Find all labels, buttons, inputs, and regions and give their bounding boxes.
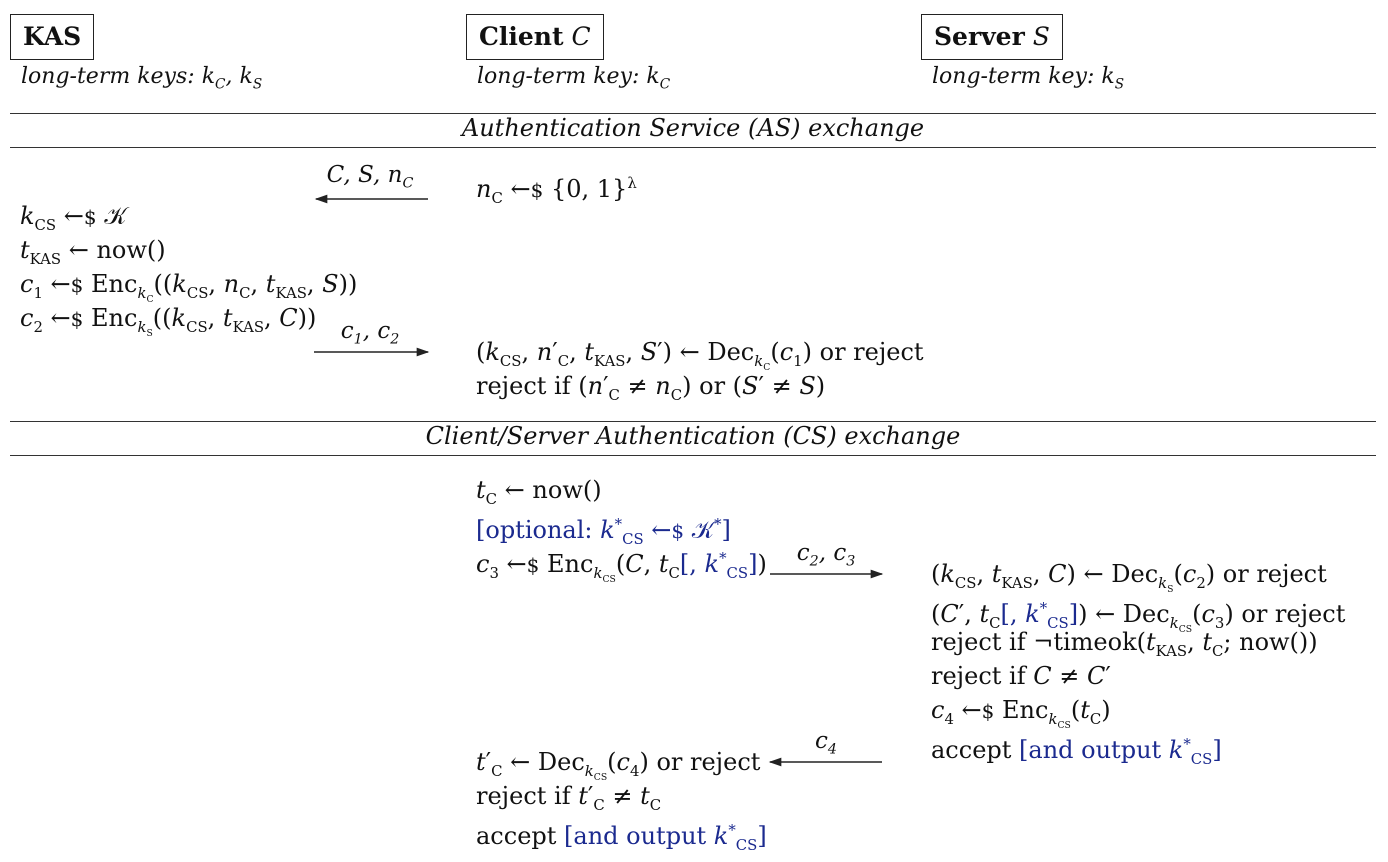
label-m3: $c_2$, $c_3$ <box>796 540 856 570</box>
server-step-3: reject if $\neg timeok(t_{KAS}$, $t_C$; now()) <box>931 628 1318 660</box>
client-as-step-1: $n_C$ ←$ {0, 1}$^\lambda$ <box>476 174 637 207</box>
kas-title: KAS <box>23 22 82 51</box>
client-cs-step-6: accept [and output $k^*_{CS}$] <box>476 821 767 854</box>
client-cs-step-3: $c_3$ ←$ Enc$_{k_{CS}}$(C, $t_C$[, $k^*_{CS}$]) <box>476 549 767 585</box>
client-title-var: C <box>571 22 591 51</box>
client-as-step-3: reject if $(n'_C \ne n_C)$ or (S′ ≠ S) <box>476 372 826 404</box>
server-step-5: $c_4$ ←$ $Enc_{k_{CS}}(t_C)$ <box>931 696 1111 731</box>
server-keys: long-term key: $k_S$ <box>932 64 1125 93</box>
client-cs-step-2: [optional: $k^*_{CS}$ ←$ 𝒦*] <box>476 515 731 548</box>
label-m2: $c_1$, $c_2$ <box>340 318 400 348</box>
kas-keys: long-term keys: $k_C$, $k_S$ <box>21 64 263 93</box>
cs-section-title: Client/Server Authentication (CS) exchange <box>425 422 961 450</box>
server-step-1: ($k_{CS}$, $t_{KAS}$, C) ← $Dec_{k_S}(c_2)$ or reject <box>931 560 1327 595</box>
client-cs-step-1: $t_C$ ← now() <box>476 476 602 508</box>
label-m1: C, S, $n_C$ <box>326 162 414 192</box>
client-as-step-2: ($k_{CS}$, $n'_C$, $t_{KAS}$, S′) ← $Dec_{k_C}(c_1)$ or reject <box>476 338 924 373</box>
client-keys: long-term key: $k_C$ <box>477 64 671 93</box>
client-cs-step-5: reject if $t'_C \ne t_C$ <box>476 782 662 814</box>
as-section-title: Authentication Service (AS) exchange <box>461 114 925 142</box>
kas-step-2: $t_{KAS}$ ← now() <box>20 236 166 268</box>
client-cs-step-4: $t'_C$ ← $Dec_{k_{CS}}(c_4)$ or reject <box>476 748 761 783</box>
server-title: Server <box>934 22 1025 51</box>
client-title: Client <box>479 22 564 51</box>
server-step-4: reject if C ≠ C′ <box>931 662 1111 690</box>
server-step-2: (C′, $t_C$[, $k^*_{CS}$]) ← $Dec_{k_{CS}}(c_3)$ or reject <box>931 599 1346 635</box>
server-step-6: accept [and output $k^*_{CS}$] <box>931 735 1222 768</box>
server-title-var: S <box>1032 22 1050 51</box>
kas-step-1: $k_{CS}$ ←$ 𝒦 <box>20 202 127 234</box>
kas-step-3: $c_1$ ←$ $Enc_{k_C}((k_{CS}$, $n_C$, $t_{KAS}$, S)) <box>20 270 358 305</box>
label-m4: $c_4$ <box>815 728 837 758</box>
kas-step-4: $c_2$ ←$ $Enc_{k_S}((k_{CS}$, $t_{KAS}$, C)) <box>20 304 317 339</box>
